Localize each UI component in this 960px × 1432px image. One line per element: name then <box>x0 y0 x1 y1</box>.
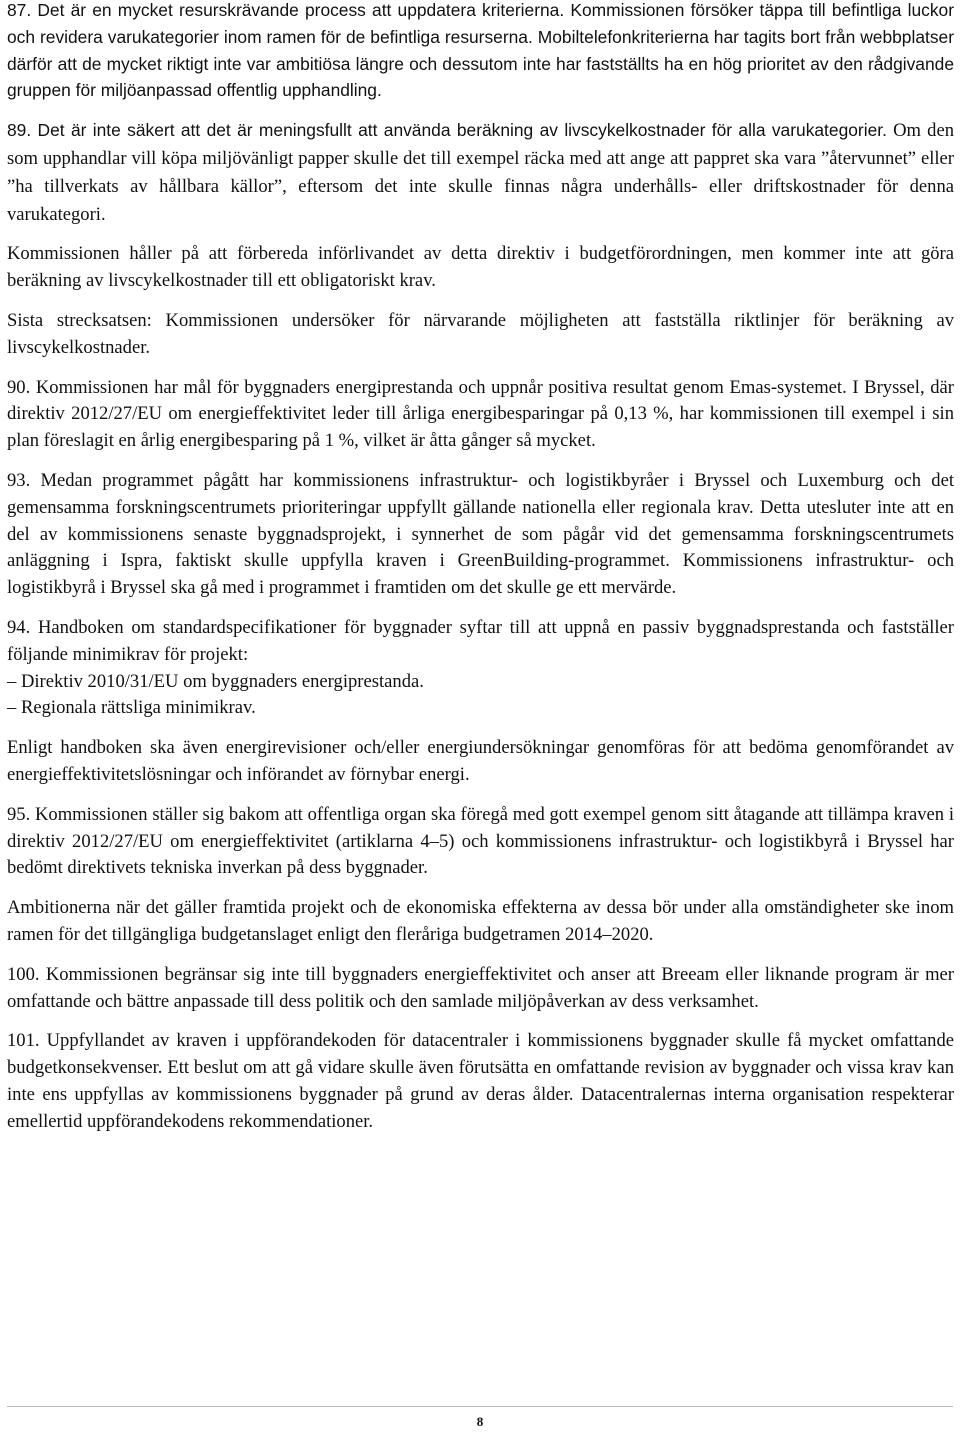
footer-divider <box>7 1406 953 1407</box>
list-item-directive-2010-31: – Direktiv 2010/31/EU om byggnaders energiprestanda. <box>7 670 424 692</box>
paragraph-101: 101. Uppfyllandet av kraven i uppförandekoden för datacentraler i kommissionens byggnader skulle få mycket omfattande budgetkonsekvenser. Ett beslut om att gå vidare skulle även förutsätta en omfattande revision av byggnader och vissa krav kan inte ens uppfyllas av kommissionens byggnader på grund av deras ålder. Datacentralernas interna organisation respekterar emellertid uppförandekodens rekommendationer. <box>7 1030 954 1132</box>
document-page <box>7 0 954 1135</box>
paragraph-95-ambitions: Ambitionerna när det gäller framtida projekt och de ekonomiska effekterna av dessa bör under alla omständigheter ske inom ramen för det tillgängliga budgetanslaget enligt den fleråriga budgetramen 2014–2020. <box>7 897 954 945</box>
page-number: 8 <box>476 1414 484 1429</box>
paragraph-94-handbook: Enligt handboken ska även energirevisioner och/eller energiundersökningar genomföras för att bedöma genomförandet av energieffektivitetslösningar och införandet av förnybar energi. <box>7 737 954 785</box>
paragraph-89-sans-part: 89. Det är inte säkert att det är meningsfullt att använda beräkning av livscykelkostnader för alla varukategorier. <box>7 120 887 141</box>
paragraph-89 <box>7 117 954 228</box>
paragraph-87: 87. Det är en mycket resurskrävande process att uppdatera kriterierna. Kommissionen försöker täppa till befintliga luckor och revidera varukategorier inom ramen för de befintliga resurserna. Mobiltelefonkriterierna har tagits bort från webbplatser därför att de mycket riktigt inte var ambitiösa längre och dessutom inte har fastställts ha en hög prioritet av den rådgivande gruppen för miljöanpassad offentlig upphandling. <box>7 0 954 101</box>
paragraph-89-last-indent: Sista strecksatsen: Kommissionen undersöker för närvarande möjligheten att fastställa riktlinjer för beräkning av livscykelkostnader. <box>7 309 954 358</box>
paragraph-89-serif-part: Om den som upphandlar vill köpa miljövänligt papper skulle det till exempel räcka med att ange att pappret ska vara ”återvunnet” eller ”ha tillverkats av hållbara källor”, eftersom det inte skulle finnas några underhålls- eller driftskostnader för denna varukategori. <box>7 120 954 225</box>
paragraph-95: 95. Kommissionen ställer sig bakom att offentliga organ ska föregå med gott exempel genom sitt åtagande att tillämpa kraven i direktiv 2012/27/EU om energieffektivitet (artiklarna 4–5) och kommissionens infrastruktur- och logistikbyrå i Bryssel har bedömt direktivets tekniska inverkan på dess byggnader. <box>7 803 954 879</box>
paragraph-93: 93. Medan programmet pågått har kommissionens infrastruktur- och logistikbyråer i Bryssel och Luxemburg och det gemensamma forskningscentrumets prioriteringar uppfyllt gällande nationella eller regionala krav. Detta utesluter inte att en del av kommissionens senaste byggnadsprojekt, i synnerhet de som pågår vid det gemensamma forskningscentrumets anläggning i Ispra, faktiskt skulle uppfylla kraven i GreenBuilding-programmet. Kommissionens infrastruktur- och logistikbyrå i Bryssel ska gå med i programmet i framtiden om det skulle ge ett mervärde. <box>7 469 954 599</box>
paragraph-100: 100. Kommissionen begränsar sig inte till byggnaders energieffektivitet och anser att Breeam eller liknande program är mer omfattande och bättre anpassade till dess politik och den samlade miljöpåverkan av dess verksamhet. <box>7 963 954 1012</box>
paragraph-90: 90. Kommissionen har mål för byggnaders energiprestanda och uppnår positiva resultat genom Emas-systemet. I Bryssel, där direktiv 2012/27/EU om energieffektivitet leder till årliga energibesparingar på 0,13 %, har kommissionen till exempel i sin plan föreslagit en årlig energibesparing på 1 %, vilket är åtta gånger så mycket. <box>7 376 954 452</box>
paragraph-89-commission-preparing: Kommissionen håller på att förbereda införlivandet av detta direktiv i budgetförordningen, men kommer inte att göra beräkning av livscykelkostnader till ett obligatoriskt krav. <box>7 243 954 292</box>
list-item-regional-requirements: – Regionala rättsliga minimikrav. <box>7 697 256 719</box>
paragraph-94: 94. Handboken om standardspecifikationer för byggnader syftar till att uppnå en passiv byggnadsprestanda och fastställer följande minimikrav för projekt: <box>7 616 954 665</box>
